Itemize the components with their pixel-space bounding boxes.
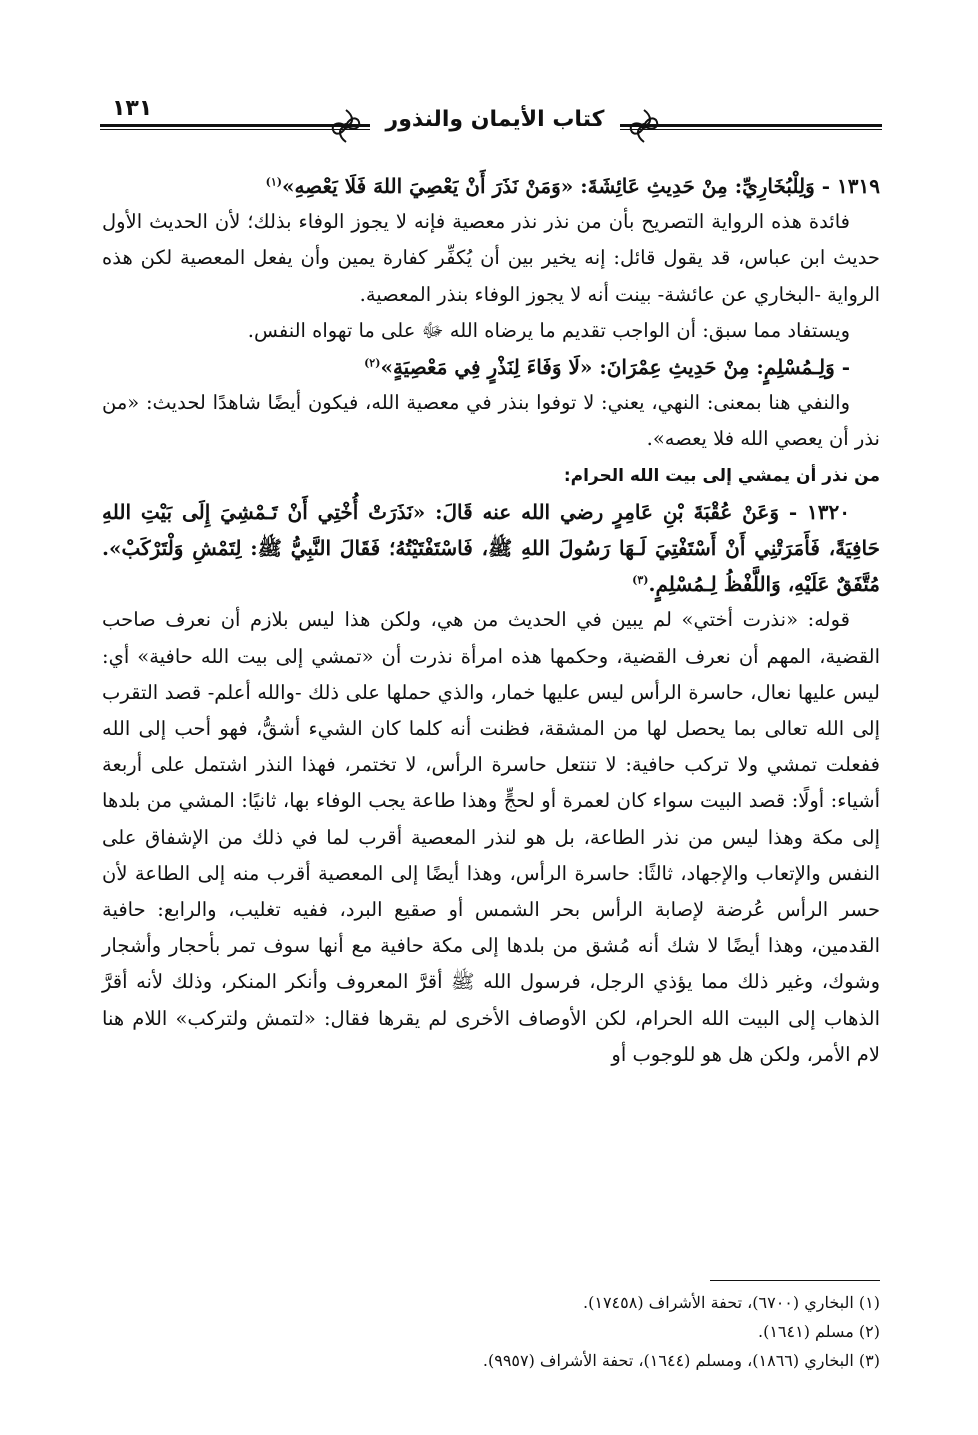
ornament-right-icon bbox=[624, 106, 664, 146]
footnote-item: (٣) البخاري (١٨٦٦)، ومسلم (١٦٤٤)، تحفة الأشراف (٩٩٥٧). bbox=[482, 1351, 880, 1370]
main-text bbox=[102, 168, 880, 1073]
hadith-1319: ١٣١٩ - وَلِلْبُخَارِيِّ: مِنْ حَدِيثِ عَائِشَةَ: «وَمَنْ نَذَرَ أَنْ يَعْصِيَ اللهَ فَلَا يَعْصِهِ»$^{(١)}$ bbox=[265, 174, 880, 198]
commentary-paragraph: قوله: «نذرت أختي» لم يبين في الحديث من هي، ولكن هذا ليس بلازم أن نعرف صاحب القضية، المهم أن نعرف القضية، وحكمها هذه امرأة نذرت أن «تمشي إلى بيت الله حافية» أي: ليس عليها نعال، حاسرة الرأس ليس عليها خمار، والذي حملها على ذلك -والله أعلم- قصد التقرب إلى الله تعالى بما يحصل لها من المشقة، فظنت أنه كلما كان الشيء أشقُّ، فهو أحب إلى الله ففعلت تمشي ولا تركب حافية: لا تنتعل حاسرة الرأس، لا تختمر، فهذا النذر اشتمل على أربعة أشياء: أولًا: قصد البيت سواء كان لعمرة أو لحجٍّ وهذا طاعة يجب الوفاء بها، ثانيًا: المشي من بلدها إلى مكة وهذا ليس من نذر الطاعة، بل هو لنذر المعصية أقرب لما في ذلك من الإشفاق على النفس والإتعاب والإجهاد، ثالثًا: حاسرة الرأس، وهذا أيضًا إلى المعصية أقرب منه إلى الطاعة لأن حسر الرأس عُرضة لإصابة الرأس بحر الشمس أو صقيع البرد، ففيه تغليب، والرابع: حافية القدمين، وهذا أيضًا لا شك أنه مُشق من بلدها إلى مكة حافية مع أنها سوف تمر بأحجار وأشجار وشوك، وغير ذلك مما يؤذي الرجل، فرسول الله ﷺ أقرَّ المعروف وأنكر المنكر، وذلك لأنه أقرَّ الذهاب إلى البيت الله الحرام، لكن الأوصاف الأخرى لم يقرها فقال: «لتمش ولتركب» اللام هنا لام الأمر، ولكن هل هو للوجوب أو bbox=[102, 608, 880, 1066]
footnote-item: (٢) مسلم (١٦٤١). bbox=[758, 1322, 880, 1341]
commentary-paragraph: فائدة هذه الرواية التصريح بأن من نذر نذر معصية فإنه لا يجوز الوفاء بذلك؛ لأن الحديث الأول حديث ابن عباس، قد يقول قائل: إنه يخير بين أن يُكفِّر كفارة يمين وأن يفعل المعصية لكن هذه الرواية -البخاري عن عائشة- بينت أنه لا يجوز الوفاء بنذر المعصية. bbox=[102, 210, 880, 306]
footnote-item: (١) البخاري (٦٧٠٠)، تحفة الأشراف (١٧٤٥٨). bbox=[583, 1293, 880, 1312]
section-heading: من نذر أن يمشي إلى بيت الله الحرام: bbox=[563, 465, 880, 486]
footnote-rule bbox=[710, 1280, 880, 1281]
ornament-left-icon bbox=[326, 106, 366, 146]
chapter-title-frame bbox=[370, 98, 620, 142]
hadith-muslim-imran: - وَلِـمُسْلِمٍ: مِنْ حَدِيثِ عِمْرَانَ: «لَا وَفَاءَ لِنَذْرٍ فِي مَعْصِيَةٍ»$^{(٢)}$ bbox=[364, 355, 850, 380]
commentary-paragraph: ويستفاد مما سبق: أن الواجب تقديم ما يرضاه الله ﷻ على ما تهواه النفس. bbox=[247, 318, 850, 342]
page-number: ١٣١ bbox=[106, 96, 158, 121]
footnotes bbox=[102, 1288, 880, 1375]
commentary-paragraph: والنفي هنا بمعنى: النهي، يعني: لا توفوا بنذر في معصية الله، فيكون أيضًا شاهدًا لحديث: «من نذر أن يعصي الله فلا يعصه». bbox=[102, 391, 880, 451]
page-header bbox=[100, 92, 882, 152]
chapter-title: كتاب الأيمان والنذور bbox=[385, 107, 605, 132]
hadith-1320: ١٣٢٠ - وَعَنْ عُقْبَةَ بْنِ عَامِرٍ رضي الله عنه قَالَ: «نَذَرَتْ أُخْتِي أَنْ تَـمْشِيَ إِلَى بَيْتِ اللهِ حَافِيَةً، فَأَمَرَتْنِي أَنْ أَسْتَفْتِيَ لَـهَا رَسُولَ اللهِ ﷺ، فَاسْتَفْتَيْتُهُ؛ فَقَالَ النَّبِيُّ ﷺ: لِتَمْشِ وَلْتَرْكَبْ». مُتَّفَقٌ عَلَيْهِ، وَاللَّفْظُ لِـمُسْلِمٍ.$^{(٣)}$ bbox=[102, 499, 880, 597]
